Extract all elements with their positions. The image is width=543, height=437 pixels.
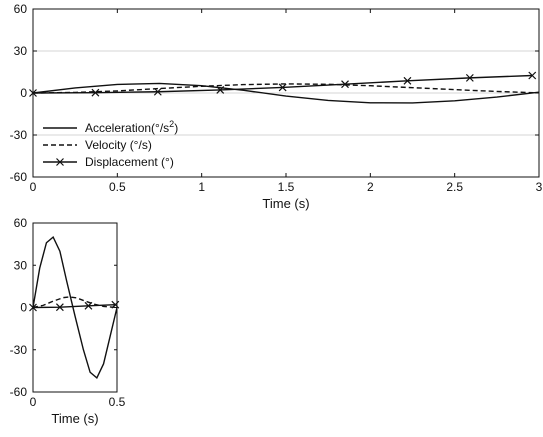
x-tick-label: 2 <box>366 180 374 194</box>
x-tick-label: 0 <box>29 180 37 194</box>
y-tick-label: 0 <box>20 86 27 100</box>
x-tick-label: 2.5 <box>446 180 464 194</box>
x-tick-label: 1 <box>198 180 206 194</box>
chart-top <box>10 2 543 211</box>
x-tick-label: 0.5 <box>108 180 126 194</box>
x-axis-title: Time (s) <box>51 411 99 426</box>
y-tick-label: -30 <box>9 342 27 357</box>
y-tick-label: 60 <box>13 216 27 230</box>
x-tick-label: 0 <box>29 395 37 409</box>
y-tick-label: 60 <box>13 2 27 16</box>
legend-label-suffix: ) <box>174 121 179 135</box>
y-tick-label: -60 <box>9 385 27 399</box>
y-tick-label: 30 <box>13 258 27 273</box>
legend-label-text: Velocity (°/s) <box>85 138 152 152</box>
legend-label <box>85 138 152 152</box>
y-tick-label: -30 <box>9 128 27 142</box>
legend-label-superscript: 2 <box>169 119 175 129</box>
y-tick-label: 30 <box>13 44 27 58</box>
y-tick-label: 0 <box>20 300 27 315</box>
chart-bottom <box>10 216 126 426</box>
legend-label-text: Displacement (°) <box>85 155 174 169</box>
x-tick-label: 3 <box>535 180 543 194</box>
x-axis-title: Time (s) <box>262 196 310 211</box>
y-tick-label: -60 <box>9 170 27 184</box>
x-tick-label: 0.5 <box>108 395 126 409</box>
legend-label-text: Acceleration(°/s <box>85 121 170 135</box>
legend-label <box>85 155 174 169</box>
legend-label <box>85 119 178 135</box>
x-tick-label: 1.5 <box>277 180 295 194</box>
